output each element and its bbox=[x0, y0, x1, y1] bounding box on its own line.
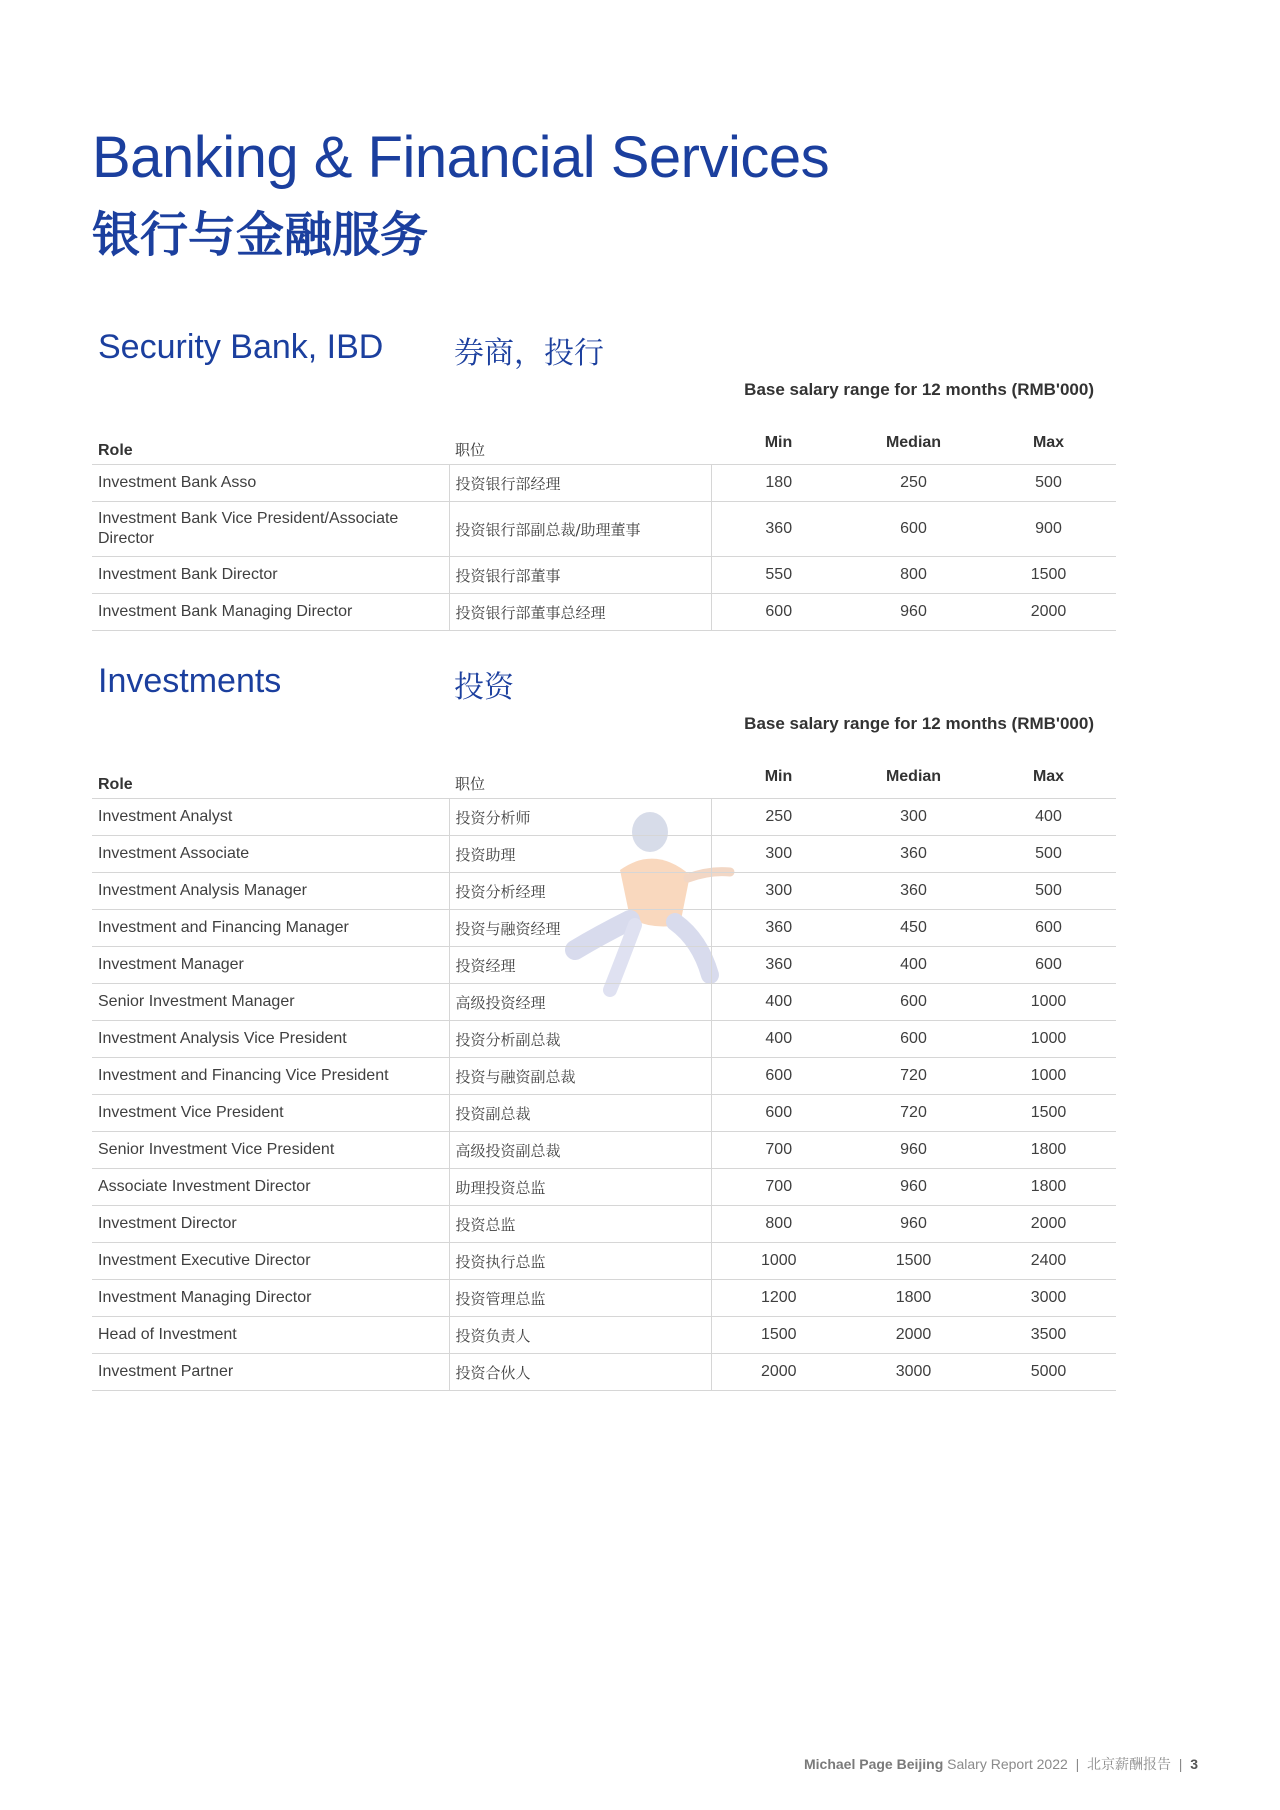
min-cell: 600 bbox=[711, 594, 846, 631]
role-cn-cell: 投资与融资副总裁 bbox=[449, 1058, 711, 1095]
min-cell: 1000 bbox=[711, 1243, 846, 1280]
header-median: Median bbox=[846, 750, 981, 799]
median-cell: 300 bbox=[846, 799, 981, 836]
role-cn-cell: 投资副总裁 bbox=[449, 1095, 711, 1132]
table-row bbox=[92, 1280, 1116, 1317]
max-cell: 1000 bbox=[981, 984, 1116, 1021]
table-row bbox=[92, 1169, 1116, 1206]
min-cell: 2000 bbox=[711, 1354, 846, 1391]
median-cell: 800 bbox=[846, 557, 981, 594]
header-role: Role bbox=[92, 416, 449, 465]
table-row bbox=[92, 1095, 1116, 1132]
page-number: 3 bbox=[1190, 1756, 1198, 1772]
max-cell: 2000 bbox=[981, 594, 1116, 631]
median-cell: 360 bbox=[846, 836, 981, 873]
max-cell: 1800 bbox=[981, 1169, 1116, 1206]
header-role: Role bbox=[92, 750, 449, 799]
max-cell: 600 bbox=[981, 947, 1116, 984]
role-cell: Investment Vice President bbox=[92, 1095, 449, 1132]
median-cell: 250 bbox=[846, 465, 981, 502]
min-cell: 180 bbox=[711, 465, 846, 502]
min-cell: 800 bbox=[711, 1206, 846, 1243]
footer-report: Salary Report 2022 bbox=[947, 1756, 1068, 1772]
min-cell: 300 bbox=[711, 836, 846, 873]
table-header-row bbox=[92, 416, 1116, 465]
role-cn-cell: 投资负责人 bbox=[449, 1317, 711, 1354]
role-cn-cell: 投资管理总监 bbox=[449, 1280, 711, 1317]
page-footer bbox=[804, 1754, 1198, 1774]
role-cn-cell: 助理投资总监 bbox=[449, 1169, 711, 1206]
table-row bbox=[92, 1354, 1116, 1391]
min-cell: 360 bbox=[711, 502, 846, 557]
role-cell: Investment Managing Director bbox=[92, 1280, 449, 1317]
header-min: Min bbox=[711, 416, 846, 465]
min-cell: 700 bbox=[711, 1132, 846, 1169]
max-cell: 2400 bbox=[981, 1243, 1116, 1280]
header-max: Max bbox=[981, 750, 1116, 799]
role-cell: Investment Partner bbox=[92, 1354, 449, 1391]
median-cell: 600 bbox=[846, 984, 981, 1021]
section-title: Investments bbox=[98, 662, 282, 700]
role-cn-cell: 投资助理 bbox=[449, 836, 711, 873]
section-security-bank bbox=[92, 328, 1116, 631]
header-median: Median bbox=[846, 416, 981, 465]
header-role-cn: 职位 bbox=[449, 750, 711, 799]
role-cell: Investment Bank Vice President/Associate Director bbox=[92, 502, 449, 557]
role-cell: Investment and Financing Vice President bbox=[92, 1058, 449, 1095]
role-cell: Investment Manager bbox=[92, 947, 449, 984]
role-cn-cell: 投资总监 bbox=[449, 1206, 711, 1243]
role-cell: Investment Executive Director bbox=[92, 1243, 449, 1280]
table-row bbox=[92, 1132, 1116, 1169]
role-cell: Investment and Financing Manager bbox=[92, 910, 449, 947]
table-header-row bbox=[92, 750, 1116, 799]
role-cell: Senior Investment Manager bbox=[92, 984, 449, 1021]
role-cn-cell: 投资分析副总裁 bbox=[449, 1021, 711, 1058]
min-cell: 400 bbox=[711, 1021, 846, 1058]
header-min: Min bbox=[711, 750, 846, 799]
max-cell: 3500 bbox=[981, 1317, 1116, 1354]
table-row bbox=[92, 984, 1116, 1021]
section-title-cn: 投资 bbox=[454, 670, 514, 705]
median-cell: 960 bbox=[846, 594, 981, 631]
max-cell: 5000 bbox=[981, 1354, 1116, 1391]
salary-range-label: Base salary range for 12 months (RMB'000) bbox=[744, 714, 1094, 733]
role-cn-cell: 投资执行总监 bbox=[449, 1243, 711, 1280]
footer-separator: | bbox=[1075, 1756, 1080, 1772]
role-cn-cell: 投资与融资经理 bbox=[449, 910, 711, 947]
max-cell: 1800 bbox=[981, 1132, 1116, 1169]
max-cell: 500 bbox=[981, 873, 1116, 910]
role-cn-cell: 投资银行部副总裁/助理董事 bbox=[449, 502, 711, 557]
table-row bbox=[92, 465, 1116, 502]
role-cell: Investment Analyst bbox=[92, 799, 449, 836]
max-cell: 500 bbox=[981, 465, 1116, 502]
table-row bbox=[92, 1243, 1116, 1280]
salary-range-label: Base salary range for 12 months (RMB'000) bbox=[744, 380, 1094, 399]
section-investments bbox=[92, 662, 1116, 1391]
max-cell: 1500 bbox=[981, 1095, 1116, 1132]
role-cn-cell: 投资经理 bbox=[449, 947, 711, 984]
role-cell: Investment Bank Asso bbox=[92, 465, 449, 502]
table-row bbox=[92, 1317, 1116, 1354]
median-cell: 2000 bbox=[846, 1317, 981, 1354]
section-title: Security Bank, IBD bbox=[98, 328, 384, 366]
footer-report-cn: 北京薪酬报告 bbox=[1087, 1757, 1171, 1773]
page-title-cn: 银行与金融服务 bbox=[92, 207, 429, 263]
table-row bbox=[92, 594, 1116, 631]
role-cell: Investment Associate bbox=[92, 836, 449, 873]
table-row bbox=[92, 947, 1116, 984]
page-title: Banking & Financial Services bbox=[92, 125, 830, 190]
max-cell: 3000 bbox=[981, 1280, 1116, 1317]
section-title-cn: 券商，投行 bbox=[454, 336, 604, 371]
table-row bbox=[92, 873, 1116, 910]
median-cell: 360 bbox=[846, 873, 981, 910]
median-cell: 960 bbox=[846, 1206, 981, 1243]
median-cell: 450 bbox=[846, 910, 981, 947]
footer-brand: Michael Page Beijing bbox=[804, 1756, 944, 1772]
max-cell: 1000 bbox=[981, 1058, 1116, 1095]
role-cell: Head of Investment bbox=[92, 1317, 449, 1354]
role-cn-cell: 投资分析经理 bbox=[449, 873, 711, 910]
median-cell: 400 bbox=[846, 947, 981, 984]
header-role-cn: 职位 bbox=[449, 416, 711, 465]
min-cell: 1500 bbox=[711, 1317, 846, 1354]
role-cn-cell: 投资银行部董事总经理 bbox=[449, 594, 711, 631]
table-row bbox=[92, 1206, 1116, 1243]
table-row bbox=[92, 836, 1116, 873]
min-cell: 700 bbox=[711, 1169, 846, 1206]
role-cell: Associate Investment Director bbox=[92, 1169, 449, 1206]
role-cn-cell: 高级投资副总裁 bbox=[449, 1132, 711, 1169]
median-cell: 600 bbox=[846, 1021, 981, 1058]
max-cell: 400 bbox=[981, 799, 1116, 836]
min-cell: 250 bbox=[711, 799, 846, 836]
max-cell: 600 bbox=[981, 910, 1116, 947]
table-row bbox=[92, 799, 1116, 836]
salary-table bbox=[92, 416, 1116, 631]
table-row bbox=[92, 1058, 1116, 1095]
median-cell: 720 bbox=[846, 1095, 981, 1132]
min-cell: 1200 bbox=[711, 1280, 846, 1317]
max-cell: 900 bbox=[981, 502, 1116, 557]
role-cn-cell: 高级投资经理 bbox=[449, 984, 711, 1021]
median-cell: 1500 bbox=[846, 1243, 981, 1280]
max-cell: 1000 bbox=[981, 1021, 1116, 1058]
median-cell: 3000 bbox=[846, 1354, 981, 1391]
salary-table bbox=[92, 750, 1116, 1391]
role-cn-cell: 投资银行部经理 bbox=[449, 465, 711, 502]
role-cell: Investment Director bbox=[92, 1206, 449, 1243]
role-cell: Investment Bank Managing Director bbox=[92, 594, 449, 631]
median-cell: 1800 bbox=[846, 1280, 981, 1317]
min-cell: 600 bbox=[711, 1095, 846, 1132]
role-cell: Investment Analysis Vice President bbox=[92, 1021, 449, 1058]
min-cell: 550 bbox=[711, 557, 846, 594]
min-cell: 400 bbox=[711, 984, 846, 1021]
max-cell: 2000 bbox=[981, 1206, 1116, 1243]
role-cell: Investment Analysis Manager bbox=[92, 873, 449, 910]
median-cell: 960 bbox=[846, 1132, 981, 1169]
median-cell: 600 bbox=[846, 502, 981, 557]
role-cell: Investment Bank Director bbox=[92, 557, 449, 594]
table-row bbox=[92, 910, 1116, 947]
table-row bbox=[92, 557, 1116, 594]
min-cell: 300 bbox=[711, 873, 846, 910]
median-cell: 720 bbox=[846, 1058, 981, 1095]
max-cell: 500 bbox=[981, 836, 1116, 873]
header-max: Max bbox=[981, 416, 1116, 465]
footer-separator: | bbox=[1178, 1756, 1183, 1772]
min-cell: 360 bbox=[711, 947, 846, 984]
role-cn-cell: 投资合伙人 bbox=[449, 1354, 711, 1391]
role-cn-cell: 投资银行部董事 bbox=[449, 557, 711, 594]
role-cell: Senior Investment Vice President bbox=[92, 1132, 449, 1169]
max-cell: 1500 bbox=[981, 557, 1116, 594]
min-cell: 360 bbox=[711, 910, 846, 947]
role-cn-cell: 投资分析师 bbox=[449, 799, 711, 836]
table-row bbox=[92, 502, 1116, 557]
table-row bbox=[92, 1021, 1116, 1058]
min-cell: 600 bbox=[711, 1058, 846, 1095]
median-cell: 960 bbox=[846, 1169, 981, 1206]
